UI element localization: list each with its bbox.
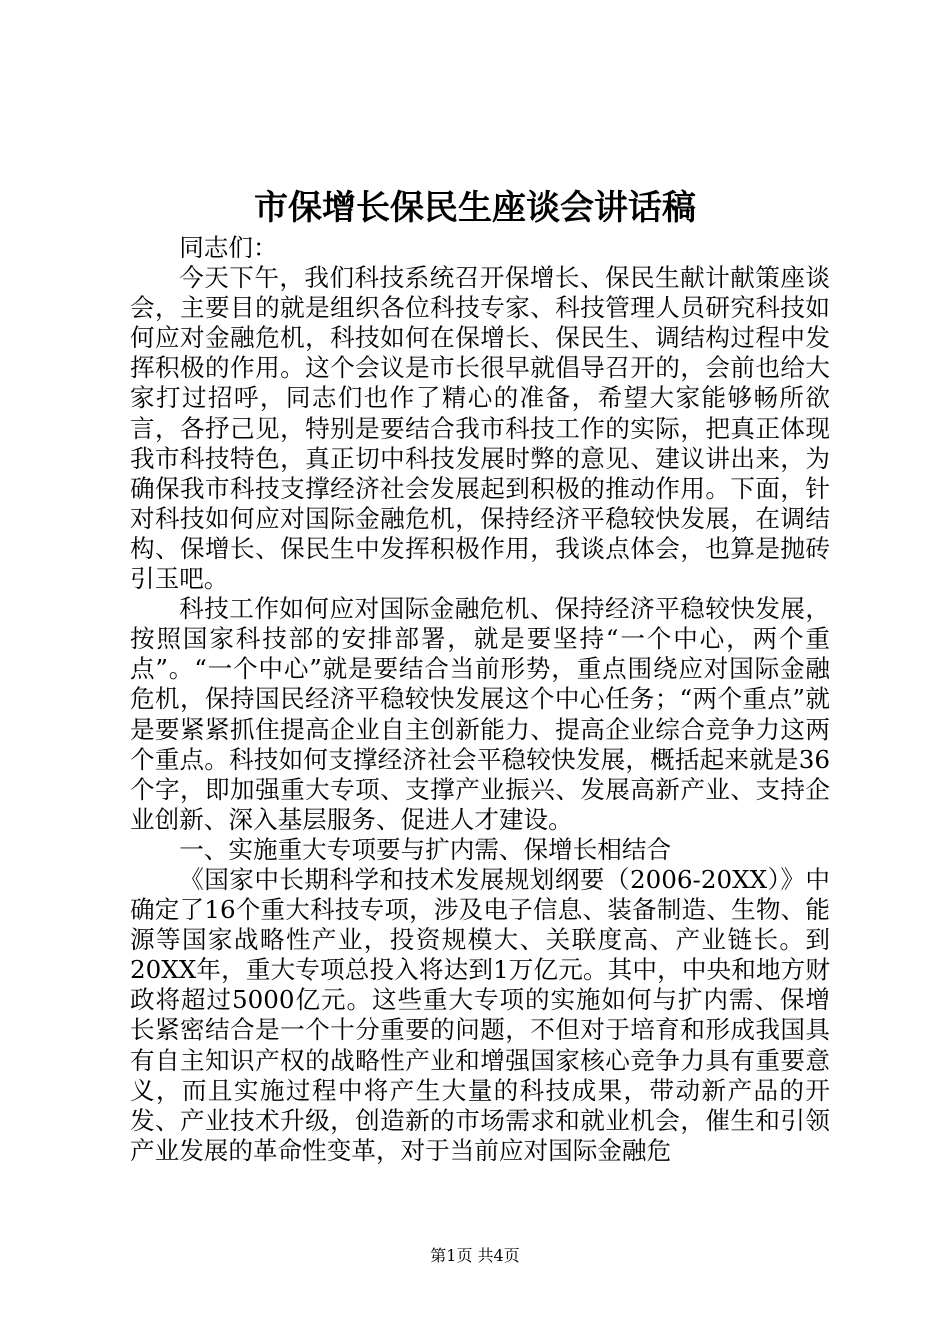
body-paragraph: 今天下午，我们科技系统召开保增长、保民生献计献策座谈会，主要目的就是组织各位科技专家、科技管理人员研究科技如何应对金融危机，科技如何在保增长、保民生、调结构过程中发挥积极的作用。这个会议是市长很早就倡导召开的，会前也给大家打过招呼，同志们也作了精心的准备，希望大家能够畅所欲言，各抒己见，特别是要结合我市科技工作的实际，把真正体现我市科技特色，真正切中科技发展时弊的意见、建议讲出来，为确保我市科技支撑经济社会发展起到积极的推动作用。下面，针对科技如何应对国际金融危机，保持经济平稳较快发展，在调结构、保增长、保民生中发挥积极作用，我谈点体会，也算是抛砖引玉吧。 bbox=[130, 263, 830, 594]
body-paragraph: 科技工作如何应对国际金融危机、保持经济平稳较快发展，按照国家科技部的安排部署，就是要坚持“一个中心，两个重点”。“一个中心”就是要结合当前形势，重点围绕应对国际金融危机，保持国民经济平稳较快发展这个中心任务；“两个重点”就是要紧紧抓住提高企业自主创新能力、提高企业综合竞争力这两个重点。科技如何支撑经济社会平稳较快发展，概括起来就是36个字，即加强重大专项、支撑产业振兴、发展高新产业、支持企业创新、深入基层服务、促进人才建设。 bbox=[130, 594, 830, 834]
page-number-footer: 第1页 共4页 bbox=[430, 1246, 520, 1265]
document-title: 市保增长保民生座谈会讲话稿 bbox=[254, 188, 696, 228]
section-heading: 一、实施重大专项要与扩内需、保增长相结合 bbox=[179, 834, 672, 864]
salutation-paragraph: 同志们： bbox=[179, 233, 278, 262]
body-paragraph: 《国家中长期科学和技术发展规划纲要（2006-20XX）》中确定了16个重大科技专项，涉及电子信息、装备制造、生物、能源等国家战略性产业，投资规模大、关联度高、产业链长。到20XX年，重大专项总投入将达到1万亿元。其中，中央和地方财政将超过5000亿元。这些重大专项的实施如何与扩内需、保增长紧密结合是一个十分重要的问题，不但对于培育和形成我国具有自主知识产权的战略性产业和增强国家核心竞争力具有重要意义，而且实施过程中将产生大量的科技成果，带动新产品的开发、产业技术升级，创造新的市场需求和就业机会，催生和引领产业发展的革命性变革，对于当前应对国际金融危 bbox=[130, 864, 830, 1165]
document-body bbox=[130, 233, 830, 1166]
